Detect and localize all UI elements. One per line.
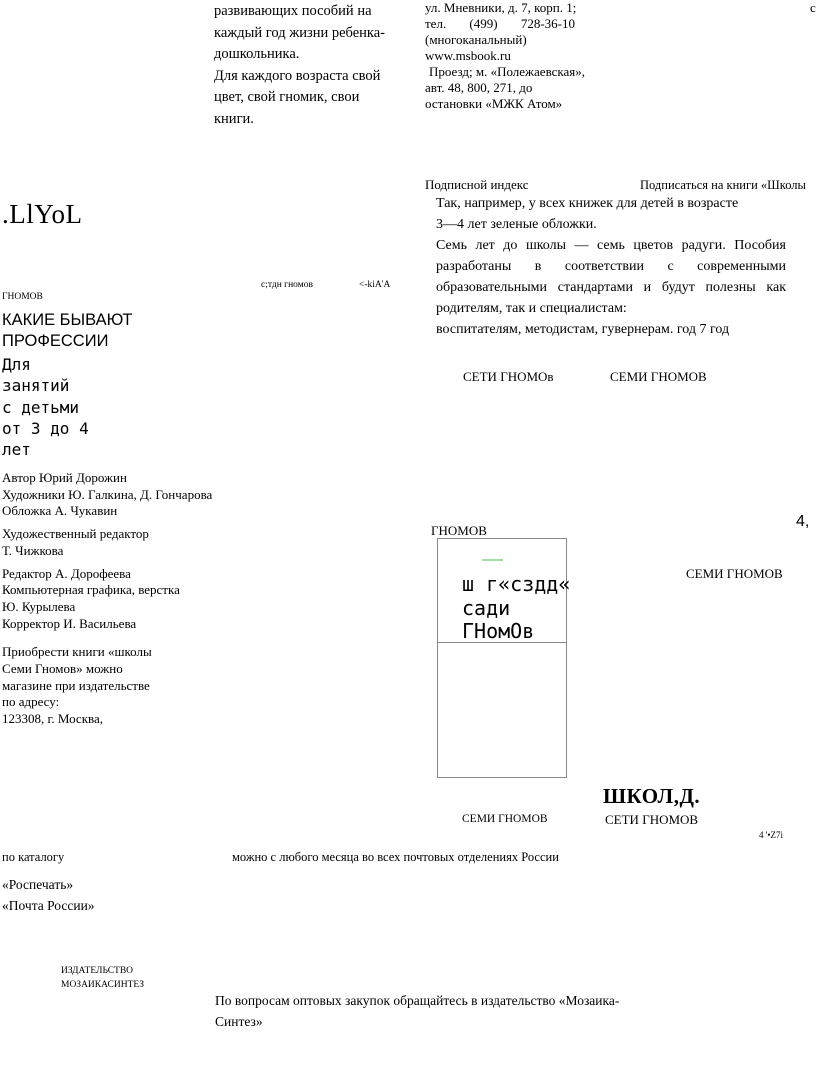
cover-gnomes-text: с;тдн гномов [261,280,313,290]
phone-code: (499) [469,16,498,31]
series-label: СЕМИ ГНОМОВ [686,566,783,581]
example-line: родителям, так и специалистам: [436,301,627,316]
wholesale-line: По вопросам оптовых закупок обращайтесь в издательство «Мозаика- [215,993,620,1008]
route-line: авт. 48, 800, 271, до [425,80,533,95]
example-line: образовательными стандартами и будут полезны как [436,280,786,295]
intro-text [214,1,385,130]
age-note-line: Для [2,355,31,374]
intro-line: Для каждого возраста свой [214,67,381,84]
book-cover-title-line: ш г«сздд« [462,572,571,596]
school-heading: ШКОЛ,Д. [603,784,701,808]
book-title-line: ПРОФЕССИИ [2,332,109,350]
phone-label: тел. [425,16,447,31]
book-cover-title-line: ГНомОв [462,619,535,643]
example-line: 3—4 лет зеленые обложки. [436,217,597,232]
contacts-block [425,0,587,112]
credit-line: Редактор А. Дорофеева [2,565,131,581]
purchase-line: по адресу: [2,694,60,710]
intro-line: развивающих пособий на [214,3,372,19]
cover-gnomov-label: ГНОМОВ [2,292,43,302]
book-cover-title-line: сади [462,595,511,620]
catalog-list [2,875,95,916]
publisher-line: ИЗДАТЕЛЬСТВО [61,966,134,976]
series-label: ГНОМОВ [431,523,487,538]
series-label: СЕТИ ГНОМОв [463,369,554,384]
publisher-line: МОЗАИКАСИНТЕЗ [61,980,145,990]
credit-line: Автор Юрий Дорожин [2,470,127,485]
subscription-books-label: Подписаться на книги «Школы [640,178,806,192]
publisher-name [61,964,144,992]
catalog-label: по каталогу [2,850,65,864]
purchase-line: Семи Гномов» можно [2,661,123,677]
catalog-name: «Почта России» [2,897,95,913]
example-line: Так, например, у всех книжек для детей в возрасте [436,196,739,211]
subscription-index-label: Подписной индекс [425,177,529,192]
credits-block [2,470,212,728]
credit-line: Художники Ю. Галкина, Д. Гончарова [2,486,213,502]
route-line: остановки «МЖК Атом» [425,96,563,111]
intro-line: цвет, свой гномик, свои [214,89,360,105]
credit-line: Ю. Курылева [2,598,76,614]
book-title-line: КАКИЕ БЫВАЮТ [2,311,133,329]
series-label: СЕМИ ГНОМОВ [610,369,707,384]
intro-line: дошкольника. [214,46,300,62]
age-note-line: с детьми [2,397,80,417]
green-accent-line [482,559,503,561]
book-cover-title [462,573,570,644]
series-label: СЕМИ ГНОМОВ [462,813,548,825]
age-note-line: лет [2,440,31,460]
book-title [2,310,132,352]
example-line: Семь лет до школы — семь цветов радуги. Пособия [436,238,786,253]
example-line: разработаны в соответствии с современными [436,259,786,274]
cover-logo-text: .LlYoL [2,199,83,229]
catalog-name: «Роспечать» [2,877,74,892]
credit-line: Компьютерная графика, верстка [2,582,180,598]
credit-line: Художественный редактор [2,526,149,542]
route-line: Проезд; м. «Полежаевская», [429,64,586,79]
age-note [2,354,89,460]
age-note-line: от 3 до 4 [2,418,89,438]
purchase-line: 123308, г. Москва, [2,711,103,727]
corner-char: с [810,0,816,15]
phone-note: (многоканальный) [425,32,527,47]
code-fragment: 4 '•Z7i [759,830,784,840]
address-line: ул. Мневники, д. 7, корп. 1; [425,0,577,15]
phone-number: 728-36-10 [520,16,575,31]
series-label: СЕТИ ГНОМОВ [605,812,699,827]
intro-line: каждый год жизни ребенка- [214,24,386,41]
purchase-line: магазине при издательстве [2,677,150,693]
credit-line: Обложка А. Чукавин [2,503,118,519]
wholesale-note [215,991,619,1032]
credit-line: Т. Чижкова [2,542,64,558]
wholesale-line: Синтез» [215,1013,263,1029]
phone-row [425,16,575,32]
cover-kia-text: <-kiA'A [359,280,391,290]
example-paragraph [436,193,786,340]
page-number-fragment: 4, [796,513,810,530]
website-link[interactable]: www.msbook.ru [425,48,511,63]
intro-line: книги. [214,110,254,127]
purchase-line: Приобрести книги «школы [2,644,152,660]
subscription-note: можно с любого месяца во всех почтовых отделениях России [232,850,559,864]
example-line: воспитателям, методистам, гувернерам. год 7 год [436,322,730,337]
age-note-line: занятий [2,376,70,396]
credit-line: Корректор И. Васильева [2,615,137,631]
